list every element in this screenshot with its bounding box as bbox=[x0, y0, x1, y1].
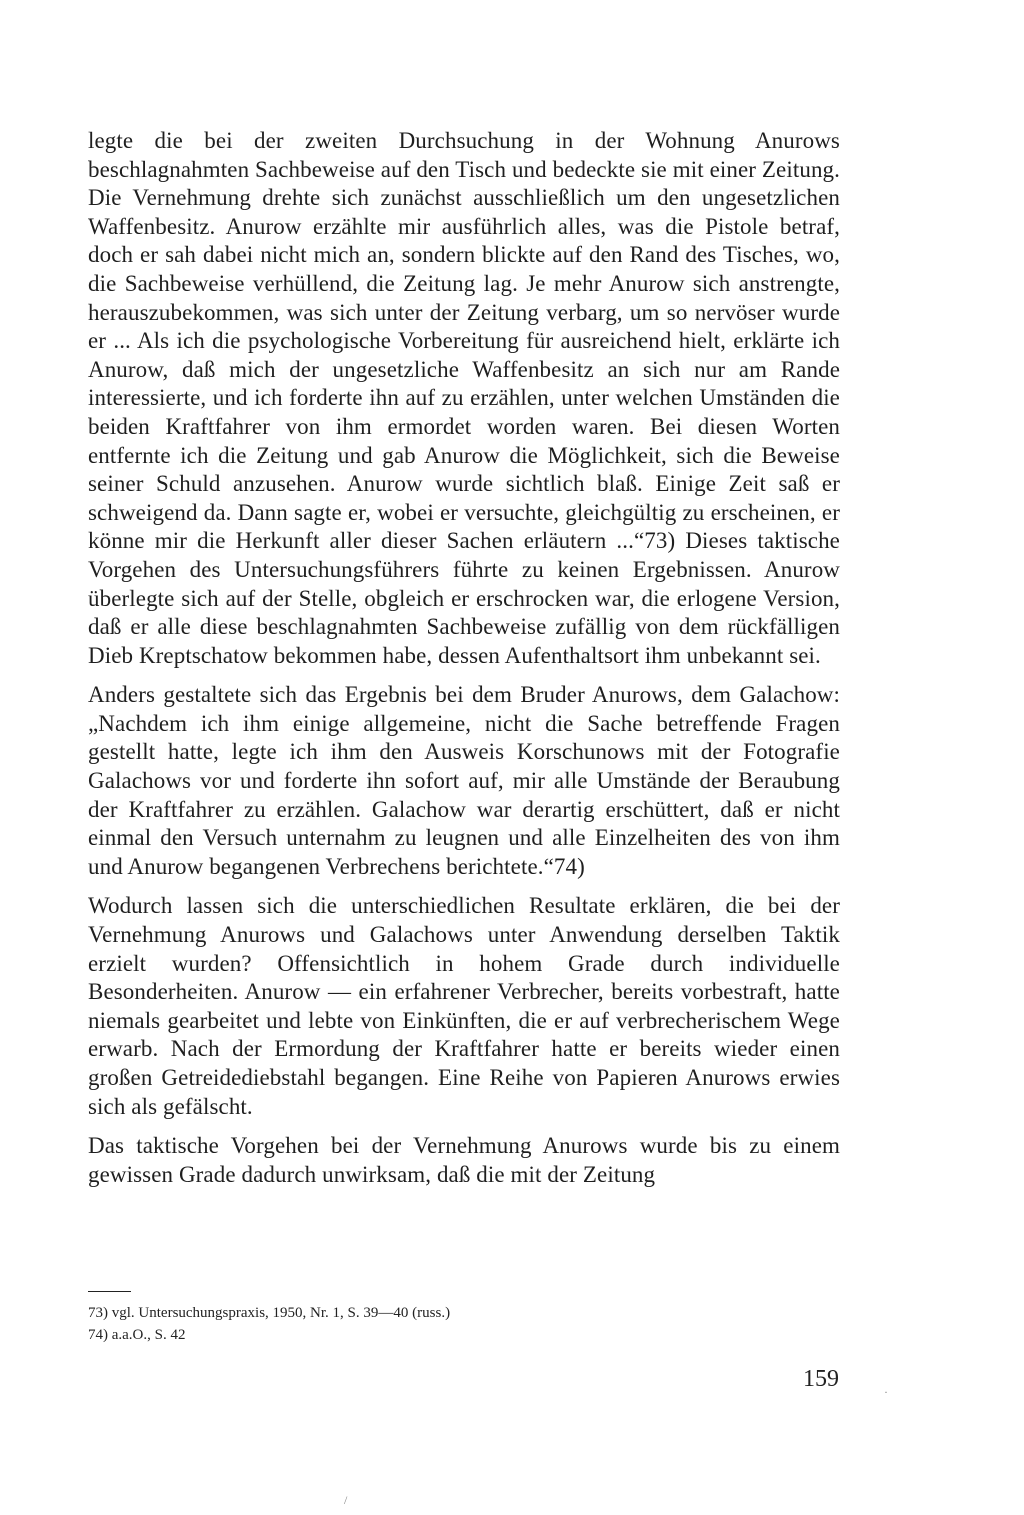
scan-speck: / bbox=[344, 1493, 348, 1507]
paragraph-1: legte die bei der zweiten Durchsuchung in der Wohnung Anurows beschlagnahmten Sachbeweise auf den Tisch und bedeckte sie mit einer Zeitung. Die Vernehmung drehte sich zunächst ausschließlich um den ungesetzlichen Waffenbesitz. Anurow erzählte mir ausführlich alles, was die Pistole betraf, doch er sah dabei nicht mich an, sondern blickte auf den Rand des Tisches, wo, die Sachbeweise verhüllend, die Zeitung lag. Je mehr Anurow sich anstrengte, herauszubekommen, was sich unter der Zeitung verbarg, um so nervöser wurde er ... Als ich die psychologische Vorbereitung für ausreichend hielt, erklärte ich Anurow, daß mich der ungesetzliche Waffenbesitz an sich nur am Rande interessierte, und ich forderte ihn auf zu erzählen, unter welchen Umständen die beiden Kraftfahrer von ihm ermordet worden waren. Bei diesen Worten entfernte ich die Zeitung und gab Anurow die Möglichkeit, sich die Beweise seiner Schuld anzusehen. Anurow wurde sichtlich blaß. Einige Zeit saß er schweigend da. Dann sagte er, wobei er versuchte, gleichgültig zu erscheinen, er könne mir die Herkunft aller dieser Sachen erläutern ...“73) Dieses taktische Vorgehen des Untersuchungsführers führte zu keinen Ergebnissen. Anurow überlegte sich auf der Stelle, obgleich er erschrocken war, die erlogene Version, daß er alle diese beschlagnahmten Sachbeweise zufällig von dem rückfälligen Dieb Kreptschatow bekommen habe, dessen Aufenthaltsort ihm unbekannt sei. bbox=[88, 128, 840, 668]
footnote-divider bbox=[88, 1291, 131, 1292]
paragraph-3: Wodurch lassen sich die unterschiedlichen Resultate erklären, die bei der Vernehmung Anurows und Galachows unter Anwendung derselben Taktik erzielt wurden? Offensichtlich in hohem Grade durch individuelle Besonderheiten. Anurow — ein erfahrener Verbrecher, bereits vorbestraft, hatte niemals gearbeitet und lebte von Einkünften, die er auf verbrecherischem Wege erwarb. Nach der Ermordung der Kraftfahrer hatte er bereits wieder einen großen Getreidediebstahl begangen. Eine Reihe von Papieren Anurows erwies sich als gefälscht. bbox=[88, 893, 840, 1119]
body-text bbox=[88, 127, 840, 1189]
footnote-74: 74) a.a.O., S. 42 bbox=[88, 1327, 186, 1343]
footnotes bbox=[88, 1302, 788, 1346]
scan-speck: · bbox=[884, 1385, 888, 1399]
paragraph-4: Das taktische Vorgehen bei der Vernehmung Anurows wurde bis zu einem gewissen Grade dadurch unwirksam, daß die mit der Zeitung bbox=[88, 1133, 840, 1187]
page-number: 159 bbox=[803, 1366, 839, 1392]
footnote-73: 73) vgl. Untersuchungspraxis, 1950, Nr. 1, S. 39—40 (russ.) bbox=[88, 1305, 451, 1321]
paragraph-2: Anders gestaltete sich das Ergebnis bei dem Bruder Anurows, dem Galachow: „Nachdem ich ihm einige allgemeine, nicht die Sache betreffende Fragen gestellt hatte, legte ich ihm den Ausweis Korschunows mit der Fotografie Galachows vor und forderte ihn sofort auf, mir alle Umstände der Beraubung der Kraftfahrer zu erzählen. Galachow war derartig erschüttert, daß er nicht einmal den Versuch unternahm zu leugnen und alle Einzelheiten des von ihm und Anurow begangenen Verbrechens berichtete.“74) bbox=[88, 682, 840, 879]
